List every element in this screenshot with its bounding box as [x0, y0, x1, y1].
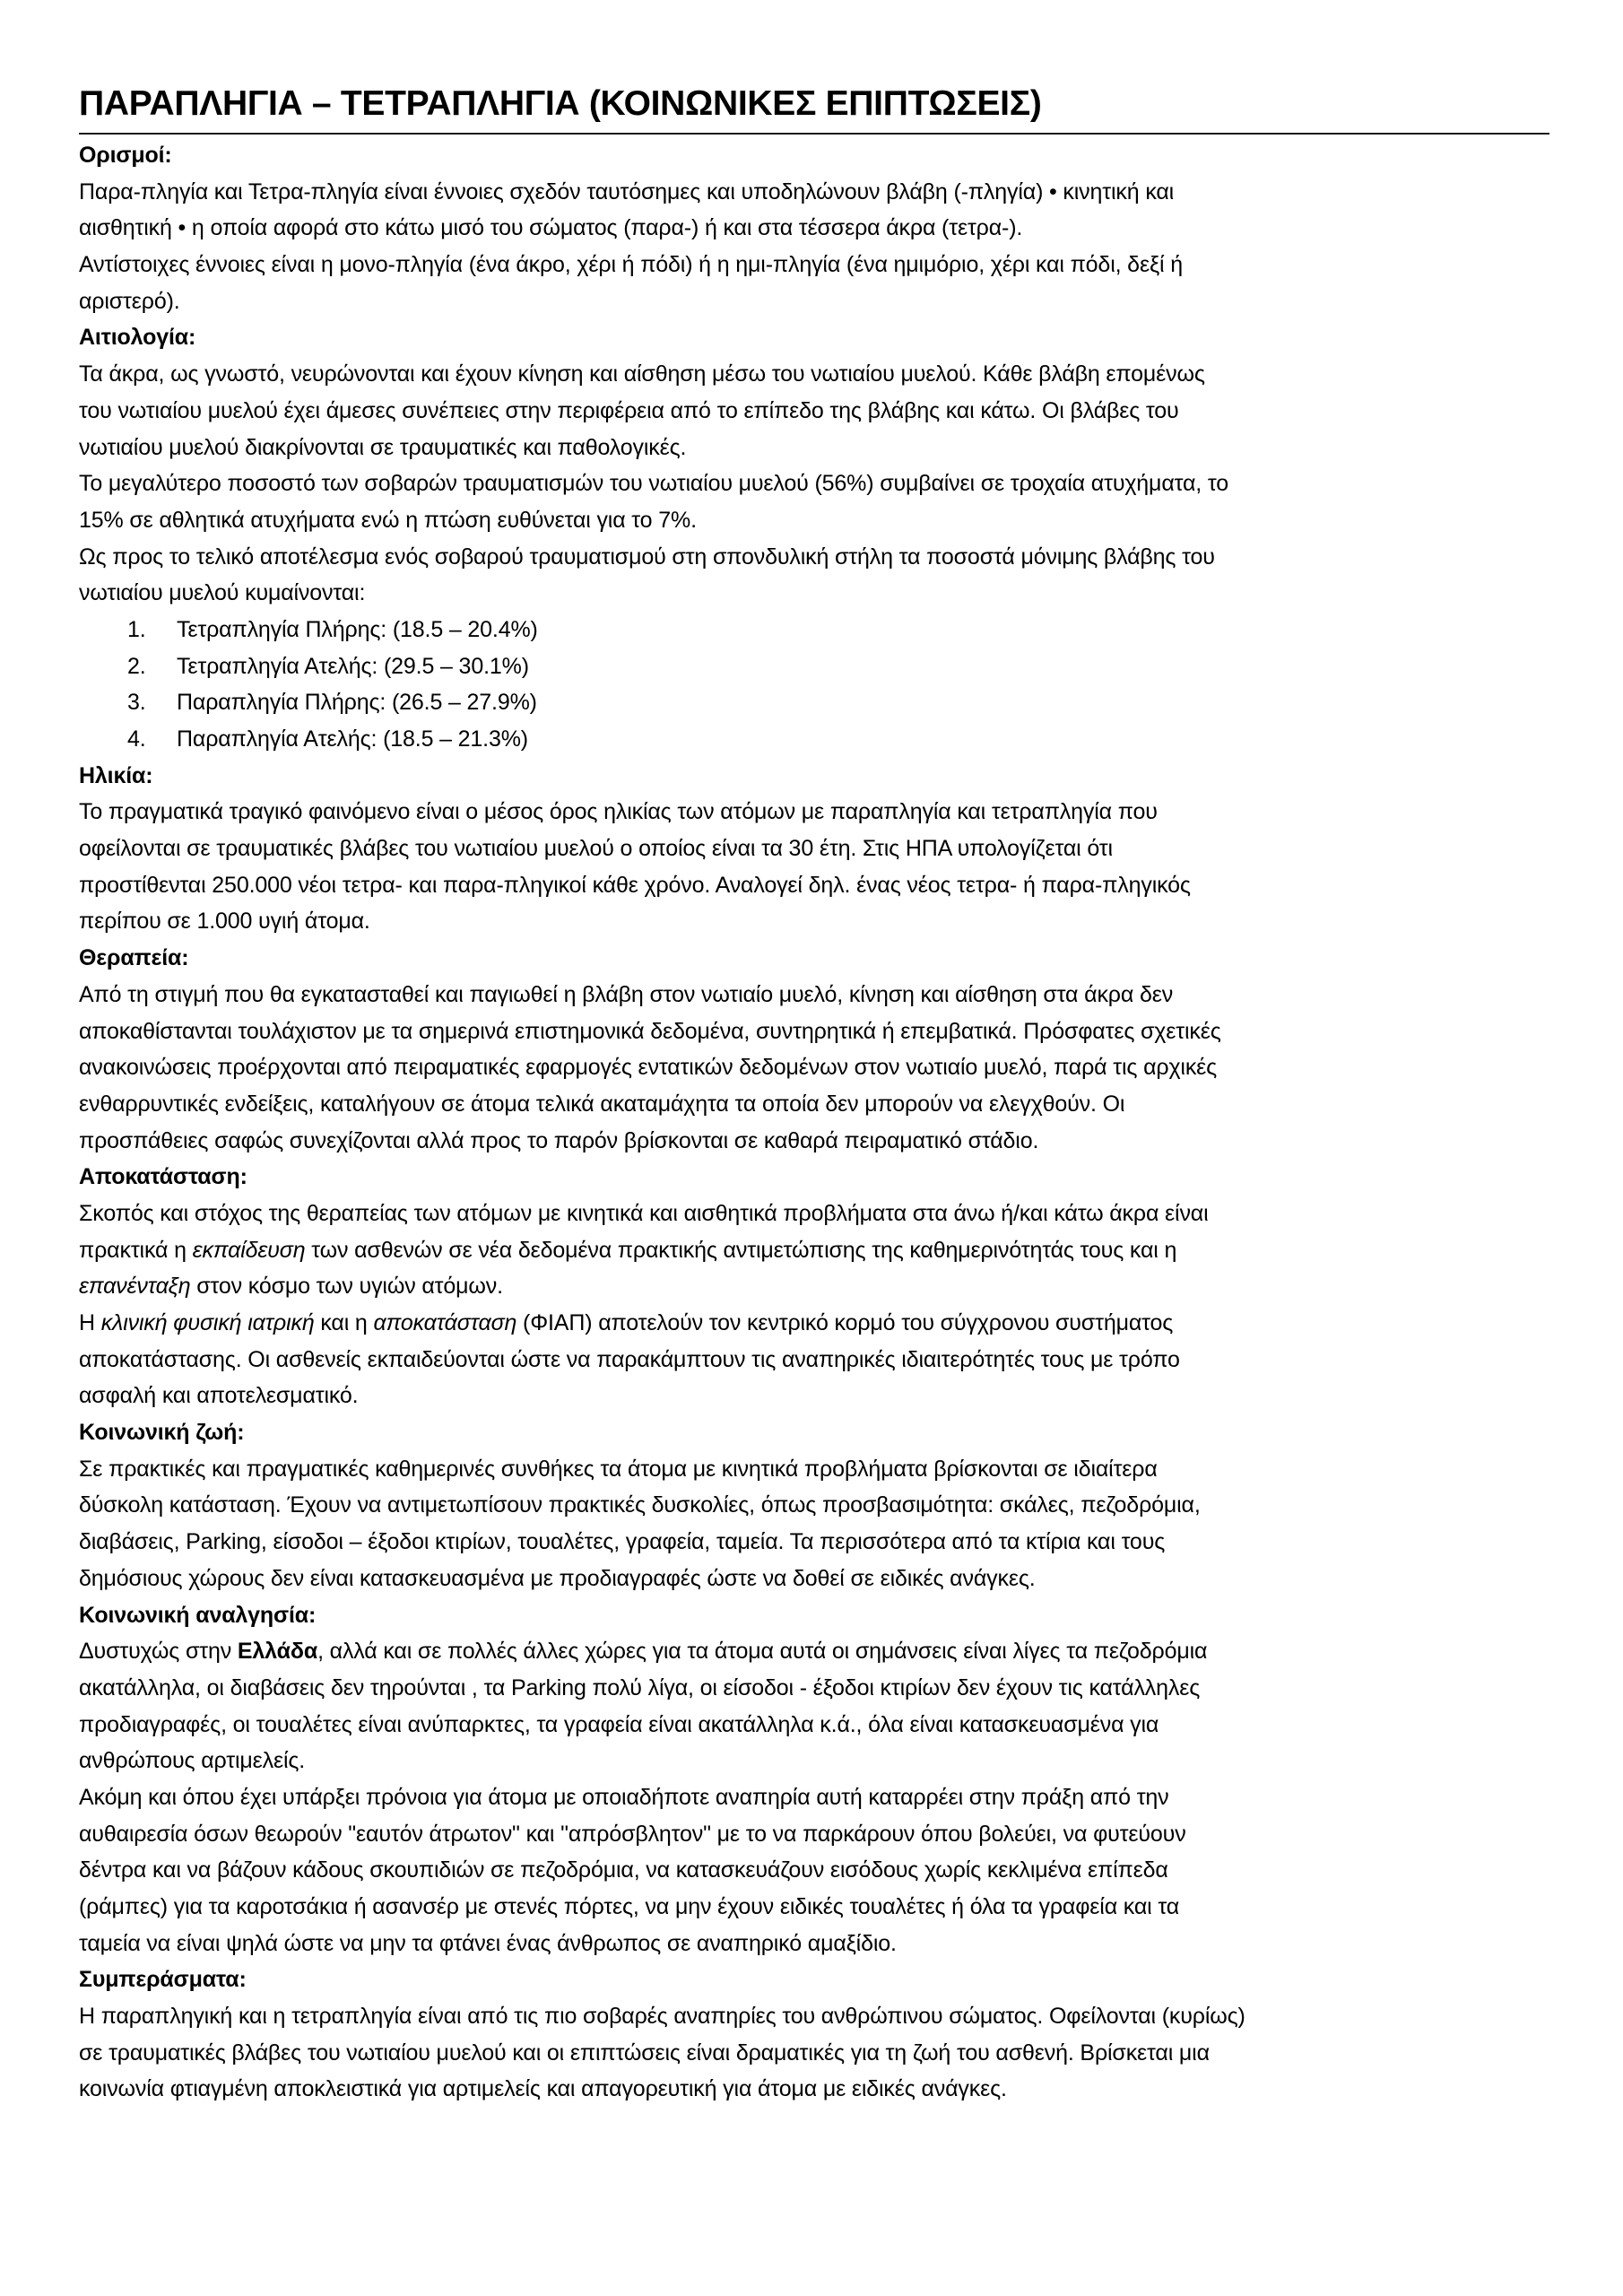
- text-segment: αισθητική • η οποία αφορά στο κάτω μισό του σώματος (παρα-) ή και στα τέσσερα άκρα (τετρα-).: [79, 215, 1023, 241]
- paragraph: [79, 1998, 1549, 2108]
- text-segment: ενθαρρυντικές ενδείξεις, καταλήγουν σε άτομα τελικά ακαταμάχητα τα οποία δεν μπορούν να ελεγχθούν. Οι: [79, 1091, 1125, 1117]
- paragraph: [79, 1779, 1549, 1961]
- list-item-text: Τετραπληγία Πλήρης: (18.5 – 20.4%): [177, 616, 538, 642]
- text-segment: προσπάθειες σαφώς συνεχίζονται αλλά προς το παρόν βρίσκονται σε καθαρά πειραματικό στάδιο.: [79, 1127, 1039, 1153]
- text-segment: Σκοπός και στόχος της θεραπείας των ατόμων με κινητικά και αισθητικά προβλήματα στα άνω ή/και κάτω άκρα είναι: [79, 1200, 1209, 1226]
- paragraph: [79, 174, 1549, 247]
- section: [79, 758, 1549, 940]
- text-segment: αριστερό).: [79, 288, 180, 314]
- text-segment: περίπου σε 1.000 υγιή άτομα.: [79, 909, 370, 935]
- document-body: [79, 137, 1549, 2108]
- text-segment: , αλλά και σε πολλές άλλες χώρες για τα άτομα αυτά οι σημάνσεις είναι λίγες τα πεζοδρόμια: [317, 1639, 1208, 1665]
- paragraph: [79, 247, 1549, 319]
- text-segment: ακατάλληλα, οι διαβάσεις δεν τηρούνται , τα Parking πολύ λίγα, οι είσοδοι - έξοδοι κτιρίων δεν έχουν τις κατάλληλες: [79, 1674, 1201, 1700]
- text-segment: των ασθενών σε νέα δεδομένα πρακτικής αντιμετώπισης της καθημερινότητάς τους και η: [305, 1237, 1177, 1263]
- section-heading: Κοινωνική αναλγησία:: [79, 1602, 317, 1628]
- paragraph: [79, 465, 1549, 538]
- section: [79, 1414, 1549, 1596]
- text-segment: Σε πρακτικές και πραγματικές καθημερινές συνθήκες τα άτομα με κινητικά προβλήματα βρίσκονται σε ιδιαίτερα: [79, 1456, 1158, 1482]
- text-line: [79, 283, 1549, 320]
- text-line: [79, 1487, 1549, 1524]
- text-segment: του νωτιαίου μυελού έχει άμεσες συνέπειες στην περιφέρεια από το επίπεδο της βλάβης και κάτω. Οι βλάβες του: [79, 397, 1179, 423]
- text-segment: αποκαθίστανται τουλάχιστον με τα σημερινά επιστημονικά δεδομένα, συντηρητικά ή επεμβατικά. Πρόσφατες σχετικές: [79, 1018, 1221, 1044]
- text-line: [79, 430, 1549, 466]
- text-segment: σε τραυματικές βλάβες του νωτιαίου μυελού και οι επιπτώσεις είναι δραματικές για τη ζωή του ασθενή. Βρίσκεται μια: [79, 2039, 1210, 2066]
- section: [79, 319, 1549, 757]
- text-line: [79, 1123, 1549, 1160]
- text-segment: στον κόσμο των υγιών ατόμων.: [190, 1274, 503, 1300]
- text-line: [79, 1743, 1549, 1779]
- title-underline-rule: [79, 133, 1549, 135]
- text-segment: και η: [314, 1310, 374, 1335]
- paragraph: [79, 1196, 1549, 1305]
- text-line: [79, 794, 1549, 831]
- text-segment: αποκατάστασης. Οι ασθενείς εκπαιδεύονται ώστε να παρακάμπτουν τις αναπηρικές ιδιαιτερότητές τους με τρόπο: [79, 1346, 1180, 1372]
- section: [79, 137, 1549, 319]
- text-segment: νωτιαίου μυελού κυμαίνονται:: [79, 580, 366, 606]
- text-segment: προστίθενται 250.000 νέοι τετρα- και παρα-πληγικοί κάθε χρόνο. Αναλογεί δηλ. ένας νέος τετρα- ή παρα-πληγικός: [79, 872, 1191, 898]
- section-heading: Θεραπεία:: [79, 945, 189, 971]
- list-item-text: Παραπληγία Πλήρης: (26.5 – 27.9%): [177, 690, 537, 716]
- text-segment: ταμεία να είναι ψηλά ώστε να μην τα φτάνει ένας άνθρωπος σε αναπηρικό αμαξίδιο.: [79, 1930, 897, 1956]
- bold-text: Ελλάδα: [237, 1639, 318, 1665]
- text-line: [79, 502, 1549, 539]
- text-segment: 15% σε αθλητικά ατυχήματα ενώ η πτώση ευθύνεται για το 7%.: [79, 507, 697, 533]
- list-item: [79, 612, 1549, 648]
- text-segment: Η: [79, 1310, 101, 1335]
- document-title: ΠΑΡΑΠΛΗΓΙΑ – ΤΕΤΡΑΠΛΗΓΙΑ (ΚΟΙΝΩΝΙΚΕΣ ΕΠΙΠΤΩΣΕΙΣ): [79, 84, 1042, 123]
- list-number: 4.: [127, 726, 146, 752]
- text-segment: προδιαγραφές, οι τουαλέτες είναι ανύπαρκτες, τα γραφεία είναι ακατάλληλα κ.ά., όλα είναι κατασκευασμένα για: [79, 1711, 1159, 1737]
- text-line: [79, 1670, 1549, 1707]
- text-segment: Τα άκρα, ως γνωστό, νευρώνονται και έχουν κίνηση και αίσθηση μέσω του νωτιαίου μυελού. Κάθε βλάβη επομένως: [79, 361, 1205, 387]
- section-heading: Κοινωνική ζωή:: [79, 1420, 245, 1446]
- text-line: [79, 977, 1549, 1013]
- text-line: [79, 1524, 1549, 1561]
- text-line: [79, 2035, 1549, 2072]
- text-line: [79, 575, 1549, 612]
- text-line: [79, 1633, 1549, 1670]
- text-line: [79, 831, 1549, 867]
- list-item: [79, 684, 1549, 721]
- italic-text: εκπαίδευση: [192, 1237, 306, 1263]
- text-line: [79, 539, 1549, 576]
- text-segment: νωτιαίου μυελού διακρίνονται σε τραυματικές και παθολογικές.: [79, 434, 687, 460]
- italic-text: επανένταξη: [79, 1274, 191, 1300]
- list-item: [79, 648, 1549, 685]
- section: [79, 1597, 1549, 1962]
- text-line: [79, 393, 1549, 430]
- text-segment: Ως προς το τελικό αποτέλεσμα ενός σοβαρού τραυματισμού στη σπονδυλική στήλη τα ποσοστά μόνιμης βλάβης του: [79, 544, 1215, 570]
- section-heading: Αιτιολογία:: [79, 325, 196, 351]
- text-segment: οφείλονται σε τραυματικές βλάβες του νωτιαίου μυελού ο οποίος είναι τα 30 έτη. Στις ΗΠΑ υπολογίζεται ότι: [79, 836, 1113, 862]
- paragraph: [79, 356, 1549, 465]
- text-line: [79, 867, 1549, 904]
- text-line: [79, 1561, 1549, 1597]
- text-line: [79, 1926, 1549, 1962]
- text-segment: Παρα-πληγία και Τετρα-πληγία είναι έννοιες σχεδόν ταυτόσημες και υποδηλώνουν βλάβη (-πληγία) • κινητική και: [79, 178, 1175, 204]
- text-line: [79, 1305, 1549, 1342]
- text-segment: ανακοινώσεις προέρχονται από πειραματικές εφαρμογές εντατικών δεδομένων στον νωτιαίο μυελό, παρά τις αρχικές: [79, 1055, 1218, 1081]
- section: [79, 940, 1549, 1159]
- text-segment: διαβάσεις, Parking, είσοδοι – έξοδοι κτιρίων, τουαλέτες, γραφεία, ταμεία. Τα περισσότερα από τα κτίρια και τους: [79, 1529, 1166, 1555]
- text-line: [79, 1013, 1549, 1050]
- italic-text: αποκατάσταση: [373, 1310, 517, 1335]
- text-line: [79, 210, 1549, 247]
- text-line: [79, 1232, 1549, 1269]
- list-number: 2.: [127, 653, 146, 679]
- text-segment: (ΦΙΑΠ) αποτελούν τον κεντρικό κορμό του σύγχρονου συστήματος: [516, 1310, 1174, 1335]
- text-segment: (ράμπες) για τα καροτσάκια ή ασανσέρ με στενές πόρτες, να μην έχουν ειδικές τουαλέτες ή όλα τα γραφεία και τα: [79, 1894, 1180, 1919]
- list-item-text: Τετραπληγία Ατελής: (29.5 – 30.1%): [177, 653, 529, 679]
- text-segment: Από τη στιγμή που θα εγκατασταθεί και παγιωθεί η βλάβη στον νωτιαίο μυελό, κίνηση και αίσθηση στα άκρα δεν: [79, 981, 1174, 1007]
- text-line: [79, 1378, 1549, 1414]
- text-line: [79, 1852, 1549, 1889]
- text-line: [79, 1998, 1549, 2035]
- list-item: [79, 721, 1549, 758]
- section: [79, 1159, 1549, 1414]
- text-line: [79, 1451, 1549, 1488]
- text-segment: Η παραπληγική και η τετραπληγία είναι από τις πιο σοβαρές αναπηρίες του ανθρώπινου σώματος. Οφείλονται (κυρίως): [79, 2004, 1245, 2030]
- text-line: [79, 2071, 1549, 2108]
- text-segment: κοινωνία φτιαγμένη αποκλειστικά για αρτιμελείς και απαγορευτική για άτομα με ειδικές ανάγκες.: [79, 2076, 1007, 2102]
- text-segment: δέντρα και να βάζουν κάδους σκουπιδιών σε πεζοδρόμια, να κατασκευάζουν εισόδους χωρίς κεκλιμένα επίπεδα: [79, 1857, 1168, 1883]
- text-segment: δύσκολη κατάσταση. Έχουν να αντιμετωπίσουν πρακτικές δυσκολίες, όπως προσβασιμότητα: σκάλες, πεζοδρόμια,: [79, 1492, 1201, 1518]
- text-line: [79, 247, 1549, 283]
- text-line: [79, 1342, 1549, 1378]
- paragraph: [79, 1451, 1549, 1597]
- text-line: [79, 465, 1549, 502]
- section-heading: Ορισμοί:: [79, 143, 172, 168]
- text-line: [79, 903, 1549, 940]
- italic-text: κλινική φυσική ιατρική: [100, 1310, 315, 1335]
- section-heading: Αποκατάσταση:: [79, 1164, 247, 1190]
- paragraph: [79, 539, 1549, 612]
- paragraph: [79, 1305, 1549, 1414]
- text-line: [79, 1196, 1549, 1232]
- list-item-text: Παραπληγία Ατελής: (18.5 – 21.3%): [177, 726, 528, 752]
- paragraph: [79, 794, 1549, 940]
- text-line: [79, 1049, 1549, 1086]
- text-line: [79, 1889, 1549, 1926]
- list-number: 3.: [127, 690, 146, 716]
- section-heading: Συμπεράσματα:: [79, 1967, 247, 1993]
- text-segment: Το πραγματικά τραγικό φαινόμενο είναι ο μέσος όρος ηλικίας των ατόμων με παραπληγία και τετραπληγία που: [79, 799, 1158, 825]
- text-segment: Δυστυχώς στην: [79, 1639, 238, 1665]
- numbered-list: [79, 612, 1549, 758]
- list-number: 1.: [127, 616, 146, 642]
- text-segment: πρακτικά η: [79, 1237, 193, 1263]
- text-line: [79, 1707, 1549, 1744]
- text-line: [79, 1268, 1549, 1305]
- text-segment: αυθαιρεσία όσων θεωρούν "εαυτόν άτρωτον" και "απρόσβλητον" με το να παρκάρουν όπου βολεύει, να φυτεύουν: [79, 1821, 1186, 1847]
- text-line: [79, 174, 1549, 211]
- text-segment: ανθρώπους αρτιμελείς.: [79, 1748, 306, 1774]
- text-segment: δημόσιους χώρους δεν είναι κατασκευασμένα με προδιαγραφές ώστε να δοθεί σε ειδικές ανάγκες.: [79, 1565, 1036, 1591]
- section-heading: Ηλικία:: [79, 762, 153, 788]
- text-line: [79, 1779, 1549, 1816]
- text-segment: Ακόμη και όπου έχει υπάρξει πρόνοια για άτομα με οποιαδήποτε αναπηρία αυτή καταρρέει στην πράξη από την: [79, 1784, 1169, 1810]
- paragraph: [79, 1633, 1549, 1779]
- text-line: [79, 1816, 1549, 1853]
- text-segment: Αντίστοιχες έννοιες είναι η μονο-πληγία (ένα άκρο, χέρι ή πόδι) ή η ημι-πληγία (ένα ημιμόριο, χέρι και πόδι, δεξί ή: [79, 252, 1183, 278]
- text-segment: Το μεγαλύτερο ποσοστό των σοβαρών τραυματισμών του νωτιαίου μυελού (56%) συμβαίνει σε τροχαία ατυχήματα, το: [79, 471, 1229, 497]
- text-line: [79, 356, 1549, 393]
- text-segment: ασφαλή και αποτελεσματικό.: [79, 1383, 359, 1409]
- section: [79, 1961, 1549, 2108]
- paragraph: [79, 977, 1549, 1159]
- text-line: [79, 1086, 1549, 1123]
